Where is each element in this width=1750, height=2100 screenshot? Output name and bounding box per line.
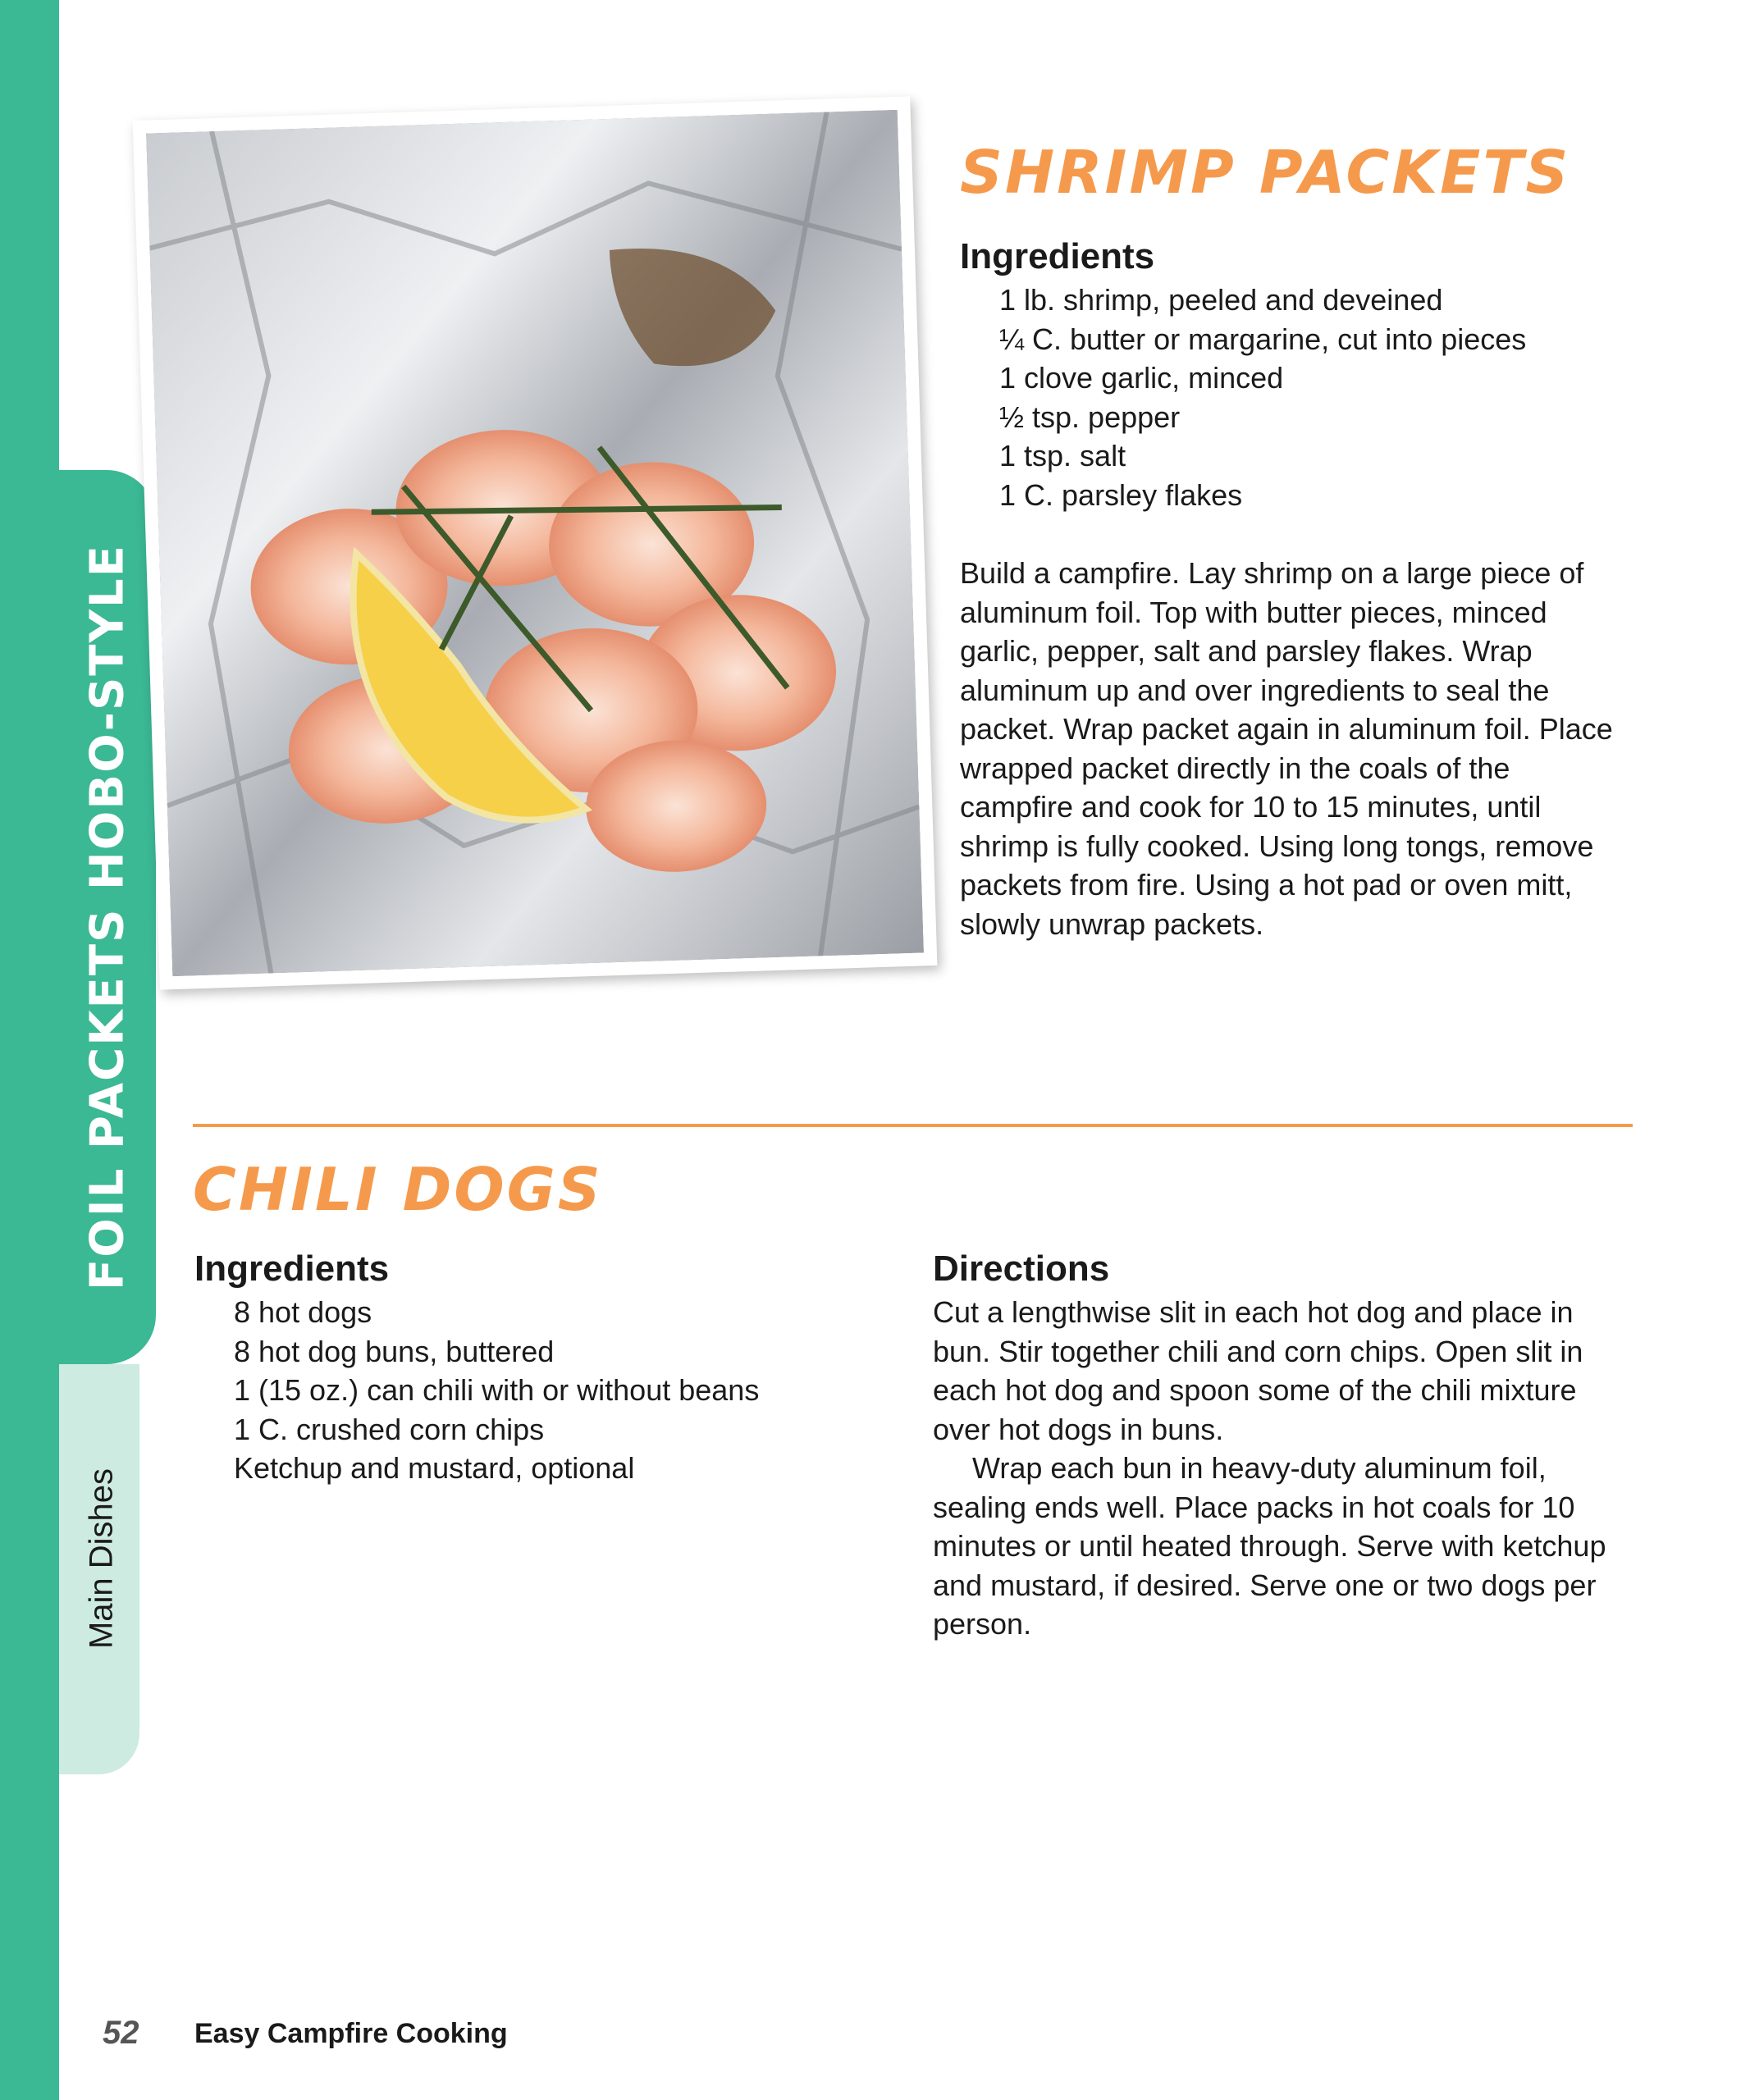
ingredient-item: 1 lb. shrimp, peeled and deveined <box>999 283 1443 317</box>
shrimp-directions: Build a campfire. Lay shrimp on a large piece of aluminum foil. Top with butter pieces, minced garlic, pepper, salt and parsley flakes. Wrap aluminum up and over ingredients to seal the packet. Wrap packet again in aluminum foil. Place wrapped packet directly in the coals of the campfire and cook for 10 to 15 minutes, until shrimp is fully cooked. Using long tongs, remove packets from fire. Using a hot pad or oven mitt, slowly unwrap packets. <box>960 556 1613 941</box>
ingredient-item: 8 hot dog buns, buttered <box>234 1334 555 1368</box>
shrimp-photo-frame <box>133 96 938 989</box>
ingredient-item: Ketchup and mustard, optional <box>234 1451 635 1485</box>
ingredient-item: 1 tsp. salt <box>999 439 1126 472</box>
ingredient-item: ½ tsp. pepper <box>999 399 1181 434</box>
left-color-strip <box>0 0 59 2100</box>
book-title: Easy Campfire Cooking <box>194 2018 508 2049</box>
shrimp-recipe-title: SHRIMP PACKETS <box>960 138 1571 207</box>
page-number: 52 <box>103 2015 139 2051</box>
section-title: FOIL PACKETS HOBO-STYLE <box>80 544 135 1290</box>
shrimp-ingredient-list <box>999 281 1526 514</box>
chili-directions-paragraph-2: Wrap each bun in heavy-duty aluminum foil, sealing ends well. Place packs in hot coals for 10 minutes or until heated through. Serve with ketchup and mustard, if desired. Serve one or two dogs per person. <box>933 1451 1606 1641</box>
category-label: Main Dishes <box>83 1468 120 1650</box>
ingredient-item: ¼ C. butter or margarine, cut into pieces <box>999 322 1527 356</box>
chili-directions-paragraph-1: Cut a lengthwise slit in each hot dog and place in bun. Stir together chili and corn chips. Open slit in each hot dog and spoon some of the chili mixture over hot dogs in buns. <box>933 1295 1583 1446</box>
chili-ingredient-list <box>234 1293 759 1488</box>
ingredient-item: 1 C. parsley flakes <box>999 477 1243 512</box>
chili-directions-heading: Directions <box>933 1249 1110 1289</box>
chili-ingredients-heading: Ingredients <box>194 1249 390 1289</box>
ingredient-item: 1 C. crushed corn chips <box>234 1412 545 1446</box>
ingredient-item: 1 (15 oz.) can chili with or without beans <box>234 1373 760 1407</box>
shrimp-ingredients-heading: Ingredients <box>960 236 1155 276</box>
ingredient-item: 1 clove garlic, minced <box>999 361 1284 395</box>
ingredient-item: 8 hot dogs <box>234 1295 372 1329</box>
shrimp-photo <box>146 110 924 976</box>
section-divider <box>193 1124 1633 1127</box>
chili-recipe-title: CHILI DOGS <box>193 1155 603 1224</box>
